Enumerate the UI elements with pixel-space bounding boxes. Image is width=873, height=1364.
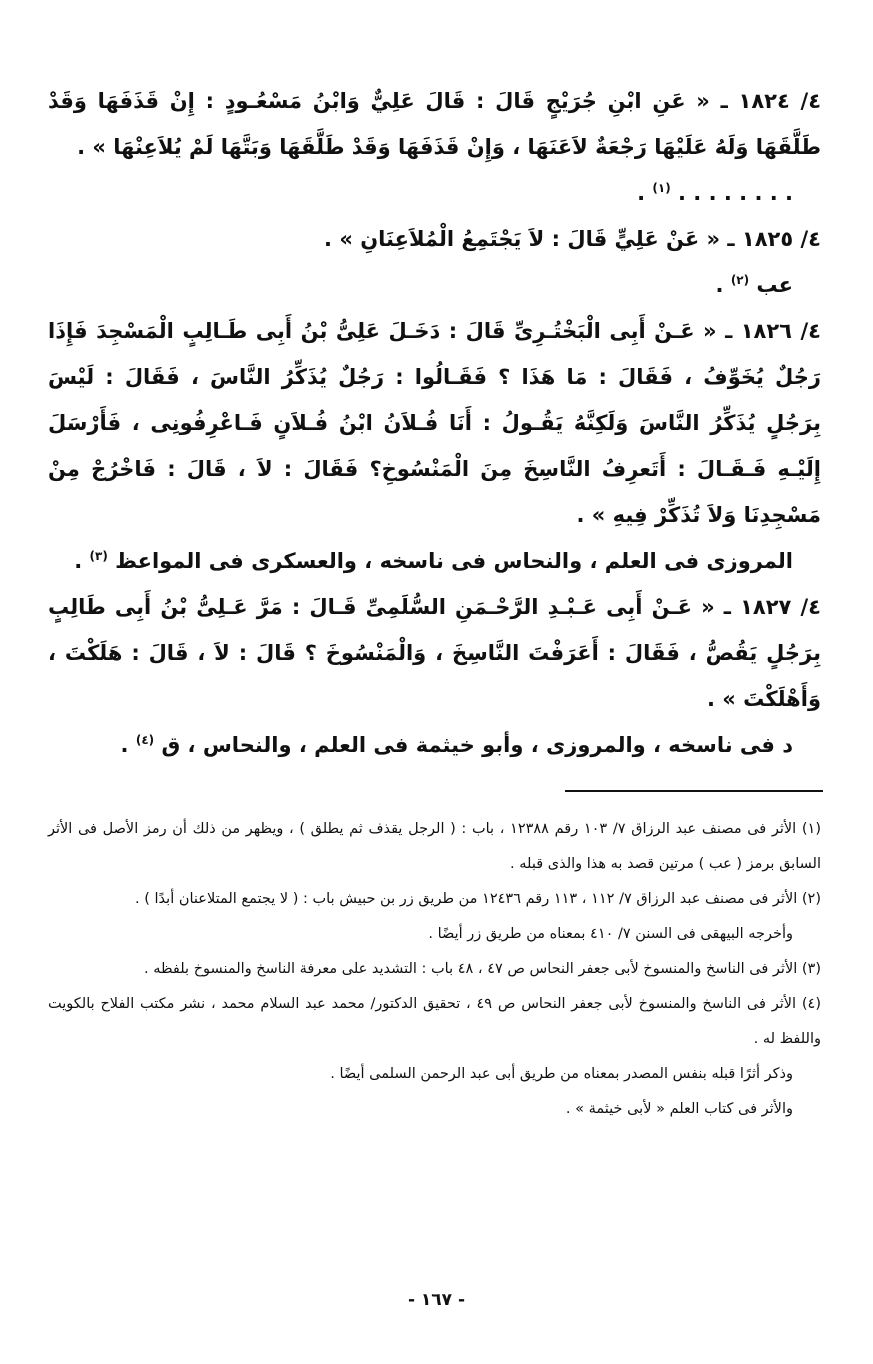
footnote-4-continued-2: والأثر فى كتاب العلم « لأبى خيثمة » . — [565, 1101, 793, 1117]
hadith-1825: ٤/ ١٨٢٥ ـ « عَنْ عَلِيٍّ قَالَ : لاَ يَجْتَمِعُ الْمُلاَعِنَانِ » . — [324, 227, 821, 251]
footnote-3: (٣) الأثر فى الناسخ والمنسوخ لأبى جعفر النحاس ص ٤٧ ، ٤٨ باب : التشديد على معرفة الناسخ والمنسوخ بلفظه . — [144, 961, 821, 977]
ellipsis-line: . . . . . . . . $^{(١)}$ . — [637, 181, 793, 205]
hadith-1824: ٤/ ١٨٢٤ ـ « عَنِ ابْنِ جُرَيْجٍ قَالَ : قَالَ عَلِيٌّ وَابْنُ مَسْعُـودٍ : إِنْ قَذَفَهَا وَقَدْ طَلَّقَهَا وَلَهُ عَلَيْهَا رَجْعَةٌ لاَعَنَهَا ، وَإِنْ قَذَفَهَا وَقَدْ طَلَّقَهَا وَبَتَّهَا لَمْ يُلاَعِنْهَا » . — [48, 89, 822, 159]
main-text — [48, 78, 821, 768]
source-1826: المروزى فى العلم ، والنحاس فى ناسخه ، والعسكرى فى المواعظ $^{(٣)}$ . — [74, 549, 793, 573]
page-number: - ١٦٧ - — [407, 1290, 466, 1310]
footnote-4: (٤) الأثر فى الناسخ والمنسوخ لأبى جعفر النحاس ص ٤٩ ، تحقيق الدكتور/ محمد عبد السلام محمد ، نشر مكتب الفلاح بالكويت واللفظ له . — [48, 996, 821, 1047]
ellipsis-text: . . . . . . . . — [670, 181, 793, 205]
source-1827-text: د فى ناسخه ، والمروزى ، وأبو خيثمة فى العلم ، والنحاس ، ق — [154, 733, 793, 757]
footnote-ref-4: (٤) — [135, 733, 155, 747]
source-1825-text: عب — [749, 273, 793, 297]
footnote-1: (١) الأثر فى مصنف عبد الرزاق ٧/ ١٠٣ رقم ١٢٣٨٨ ، باب : ( الرجل يقذف ثم يطلق ) ، ويظهر من ذلك أن رمز الأصل فى الأثر السابق برمز ( عب ) مرتين قصد به هذا والذى قبله . — [48, 821, 821, 872]
source-1825: عب $^{(٢)}$ . — [715, 273, 793, 297]
footnotes — [48, 812, 821, 1127]
footnote-divider — [565, 790, 823, 792]
footnote-2-continued: وأخرجه البيهقى فى السنن ٧/ ٤١٠ بمعناه من طريق زر أيضًا . — [428, 926, 793, 942]
footnote-2: (٢) الأثر فى مصنف عبد الرزاق ٧/ ١١٢ ، ١١٣ رقم ١٢٤٣٦ من طريق زر بن حبيش باب : ( لا يجتمع المتلاعنان أبدًا ) . — [135, 891, 821, 907]
source-1826-text: المروزى فى العلم ، والنحاس فى ناسخه ، والعسكرى فى المواعظ — [107, 549, 793, 573]
footnote-ref-3: (٣) — [89, 549, 108, 563]
hadith-1826: ٤/ ١٨٢٦ ـ « عَـنْ أَبِى الْبَخْتُـرِىِّ قَالَ : دَخَـلَ عَلِىُّ بْنُ أَبِى طَـالِبٍ الْمَسْجِدَ فَإِذَا رَجُلٌ يُخَوِّفُ ، فَقَالَ : مَا هَذَا ؟ فَقَـالُوا : رَجُلٌ يُذَكِّرُ النَّاسَ ، فَقَالَ : لَيْسَ بِرَجُلٍ يُذَكِّرُ النَّاسَ وَلَكِنَّهُ يَقُـولُ : أَنَا فُـلاَنُ ابْنُ فُـلاَنٍ فَـاعْرِفُونِى ، فَأَرْسَلَ إِلَيْـهِ فَـقَـالَ : أَتَعرِفُ النَّاسِخَ مِنَ الْمَنْسُوخِ؟ فَقَالَ : لاَ ، قَالَ : فَاخْرُجْ مِنْ مَسْجِدِنَا وَلاَ تُذَكِّرْ فِيهِ » . — [48, 319, 821, 527]
hadith-1827: ٤/ ١٨٢٧ ـ « عَـنْ أَبِى عَـبْـدِ الرَّحْـمَنِ السُّلَمِىِّ قَـالَ : مَرَّ عَـلِىُّ بْنُ أَبِى طَالِبٍ بِرَجُلٍ يَقُصُّ ، فَقَالَ : أَعَرَفْتَ النَّاسِخَ ، وَالْمَنْسُوخَ ؟ قَالَ : لاَ ، قَالَ : هَلَكْتَ ، وَأَهْلَكْتَ » . — [48, 595, 821, 711]
footnote-ref-1: (١) — [652, 181, 671, 195]
source-1827: د فى ناسخه ، والمروزى ، وأبو خيثمة فى العلم ، والنحاس ، ق $^{(٤)}$ . — [120, 733, 793, 757]
footnote-ref-2: (٢) — [730, 273, 750, 287]
footnote-4-continued: وذكر أثرًا قبله بنفس المصدر بمعناه من طريق أبى عبد الرحمن السلمى أيضًا . — [330, 1066, 793, 1082]
